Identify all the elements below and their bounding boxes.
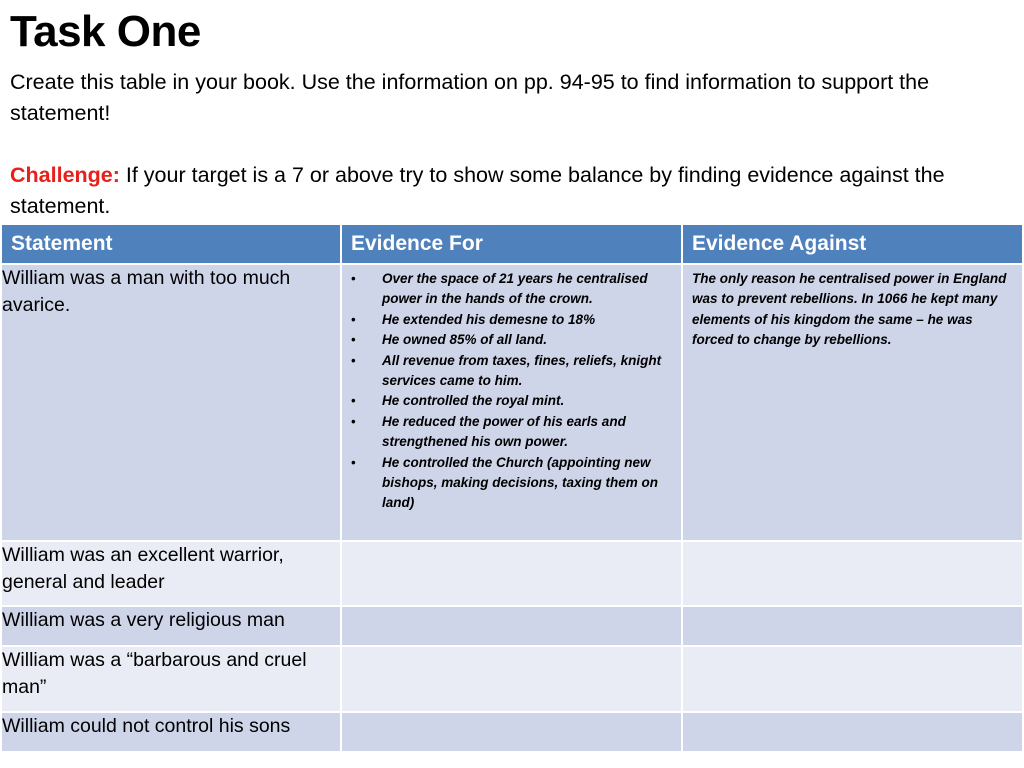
table-header-row: [1, 224, 1023, 264]
list-item: [351, 412, 681, 453]
challenge-label: Challenge:: [10, 163, 120, 187]
list-item: [351, 453, 681, 514]
table-row: [1, 541, 1023, 606]
table-row: [1, 264, 1023, 541]
evidence-against-cell: [682, 606, 1023, 646]
evidence-text: He controlled the royal mint.: [382, 393, 565, 409]
bullet-icon: •: [351, 311, 356, 327]
evidence-against-cell: [682, 646, 1023, 712]
evidence-text: He controlled the Church (appointing new bishops, making decisions, taxing them on land): [382, 454, 659, 511]
evidence-for-cell: [341, 606, 682, 646]
bullet-icon: •: [351, 332, 356, 348]
statement-cell: William could not control his sons: [1, 712, 341, 752]
instructions-block: [10, 67, 1010, 222]
bullet-icon: •: [351, 393, 356, 409]
bullet-icon: •: [351, 352, 356, 368]
bullet-icon: •: [351, 271, 356, 286]
evidence-text: He reduced the power of his earls and strengthened his own power.: [382, 413, 626, 450]
evidence-for-cell: [341, 541, 682, 606]
table-row: [1, 712, 1023, 752]
evidence-for-cell: [341, 264, 682, 541]
header-evidence-against: Evidence Against: [682, 224, 1023, 264]
header-evidence-for: Evidence For: [341, 224, 682, 264]
evidence-text: He owned 85% of all land.: [382, 332, 548, 348]
evidence-for-cell: [341, 712, 682, 752]
list-item: [351, 330, 681, 350]
bullet-icon: •: [351, 413, 356, 429]
list-item: [351, 391, 681, 411]
table-row: [1, 606, 1023, 646]
statement-cell: William was an excellent warrior, general and leader: [1, 541, 341, 606]
instructions-text: Create this table in your book. Use the information on pp. 94-95 to find information to support the statement!: [10, 70, 930, 125]
list-item: [351, 269, 681, 310]
challenge-paragraph: [10, 160, 1010, 222]
statement-cell: William was a very religious man: [1, 606, 341, 646]
evidence-against-cell: [682, 712, 1023, 752]
evidence-for-cell: [341, 646, 682, 712]
list-item: [351, 310, 681, 330]
evidence-against-cell: [682, 541, 1023, 606]
evidence-for-list: [342, 269, 681, 514]
challenge-text: If your target is a 7 or above try to show some balance by finding evidence against the statement.: [10, 163, 945, 218]
evidence-text: Over the space of 21 years he centralised power in the hands of the crown.: [382, 271, 648, 307]
evidence-table: [0, 223, 1024, 753]
slide-title: Task One: [10, 7, 201, 56]
list-item: [351, 351, 681, 392]
statement-cell: William was a “barbarous and cruel man”: [1, 646, 341, 712]
evidence-against-cell: [682, 264, 1023, 541]
header-statement: Statement: [1, 224, 341, 264]
spacer: [10, 129, 1010, 160]
evidence-against-text: The only reason he centralised power in England was to prevent rebellions. In 1066 he kept many elements of his kingdom the same – he was forced to change by rebellions.: [692, 271, 1007, 348]
evidence-text: He extended his demesne to 18%: [382, 311, 596, 327]
table-row: [1, 646, 1023, 712]
bullet-icon: •: [351, 454, 356, 470]
evidence-text: All revenue from taxes, fines, reliefs, knight services came to him.: [382, 352, 662, 389]
statement-cell: William was a man with too much avarice.: [1, 264, 341, 541]
